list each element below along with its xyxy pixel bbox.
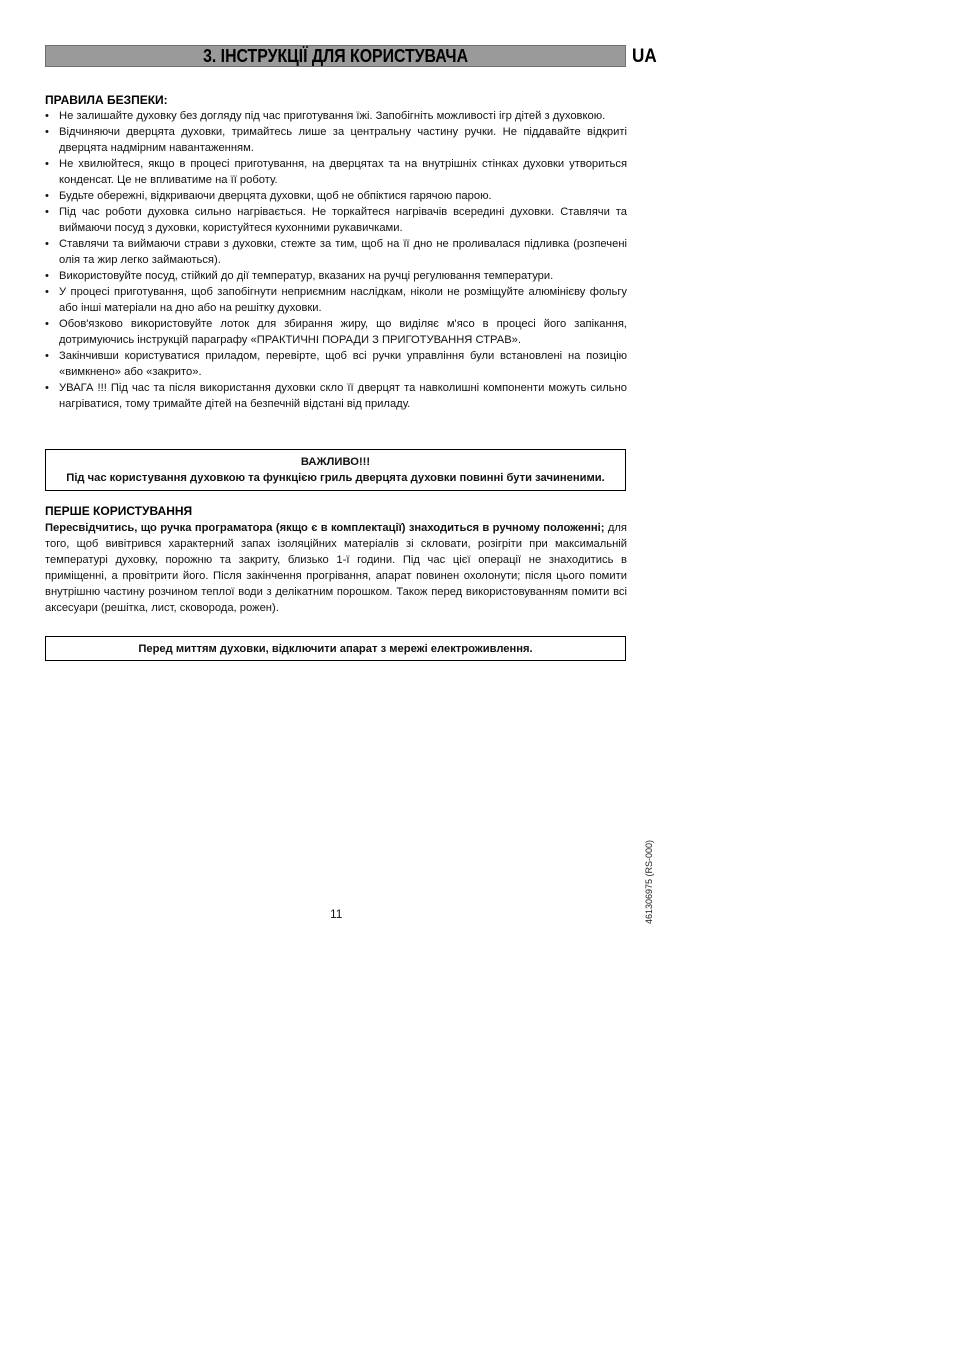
first-use-text: для того, щоб вивітрився характерний запах ізоляційних матеріалів зі скловати, розігріти при максимальній температурі духовку, порожню та закриту, близько 1-ї години. Під час цієї операції не знаходитись в приміщенні, а провітрити його. Після закінчення прогрівання, апарат повинен охолонути; після цього помити внутрішню частину розчином теплої води з делікатним порошком. Також перед використовуванням помити всі аксесуари (решітка, лист, сковорода, рожен). — [45, 522, 627, 614]
important-notice-box — [45, 449, 626, 491]
section-title: 3. ІНСТРУКЦІЇ ДЛЯ КОРИСТУВАЧА — [203, 45, 468, 66]
important-notice-text: Під час користування духовкою та функцією гриль дверцята духовки повинні бути зачиненими. — [66, 472, 605, 484]
list-item: • Використовуйте посуд, стійкий до дії температур, вказаних на ручці регулювання температури. — [45, 270, 554, 282]
list-item: • Не залишайте духовку без догляду під час приготування їжі. Запобігніть можливості ігр дітей з духовкою. — [45, 110, 606, 122]
bullet-icon: • — [45, 318, 49, 330]
cleaning-notice-box — [45, 636, 626, 661]
list-item: • Не хвилюйтеся, якщо в процесі приготування, на дверцятах та на внутрішніх стінках духовки утвориться конденсат. Це не впливатиме на її роботу. — [45, 158, 627, 186]
list-item: • Будьте обережні, відкриваючи дверцята духовки, щоб не обпіктися гарячою парою. — [45, 190, 492, 202]
document-code: 461306975 (RS-000) — [644, 839, 654, 924]
bullet-icon: • — [45, 382, 49, 394]
bullet-icon: • — [45, 110, 49, 122]
important-notice-title: ВАЖЛИВО!!! — [300, 456, 371, 468]
list-item: • УВАГА !!! Під час та після використання духовки скло її дверцят та навколишні компоненти можуть сильно нагріватися, тому тримайте дітей на безпечній відстані від приладу. — [45, 382, 627, 410]
list-item: • Ставлячи та виймаючи страви з духовки, стежте за тим, щоб на її дно не проливалася підливка (розпечені олія та жир легко займаються). — [45, 238, 627, 266]
bullet-icon: • — [45, 350, 49, 362]
bullet-icon: • — [45, 126, 49, 138]
first-use-paragraph — [45, 520, 627, 616]
safety-heading: ПРАВИЛА БЕЗПЕКИ: — [45, 93, 168, 107]
list-item: • Обов'язково використовуйте лоток для збирання жиру, що виділяє м'ясо в процесі його запікання, дотримуючись інструкцій параграфу «ПРАКТИЧНІ ПОРАДИ З ПРИГОТУВАННЯ СТРАВ». — [45, 318, 627, 346]
bullet-icon: • — [45, 270, 49, 282]
first-use-heading: ПЕРШЕ КОРИСТУВАННЯ — [45, 504, 193, 518]
list-item: • Відчиняючи дверцята духовки, тримайтесь лише за центральну частину ручки. Не піддавайте відкриті дверцята надмірним навантаженням. — [45, 126, 627, 154]
section-header-bar — [45, 45, 626, 67]
safety-rules-list — [45, 108, 627, 412]
bullet-icon: • — [45, 190, 49, 202]
bullet-icon: • — [45, 238, 49, 250]
cleaning-notice-text: Перед миттям духовки, відключити апарат з мережі електроживлення. — [138, 643, 533, 655]
list-item: • Під час роботи духовка сильно нагрівається. Не торкайтеся нагрівачів всередині духовки. Ставлячи та виймаючи посуд з духовки, користуйтеся кухонними рукавичками. — [45, 206, 627, 234]
bullet-icon: • — [45, 158, 49, 170]
first-use-bold-lead: Пересвідчитись, що ручка програматора (якщо є в комплектації) знаходиться в ручному положенні; — [45, 522, 605, 534]
language-code: UA — [632, 46, 657, 67]
page-number: 11 — [330, 907, 343, 921]
list-item: • У процесі приготування, щоб запобігнути неприємним наслідкам, ніколи не розміщуйте алюмінієву фольгу або інші матеріали на дно або на решітку духовки. — [45, 286, 627, 314]
bullet-icon: • — [45, 286, 49, 298]
list-item: • Закінчивши користуватися приладом, перевірте, щоб всі ручки управління були встановлені на позицію «вимкнено» або «закрито». — [45, 350, 627, 378]
bullet-icon: • — [45, 206, 49, 218]
